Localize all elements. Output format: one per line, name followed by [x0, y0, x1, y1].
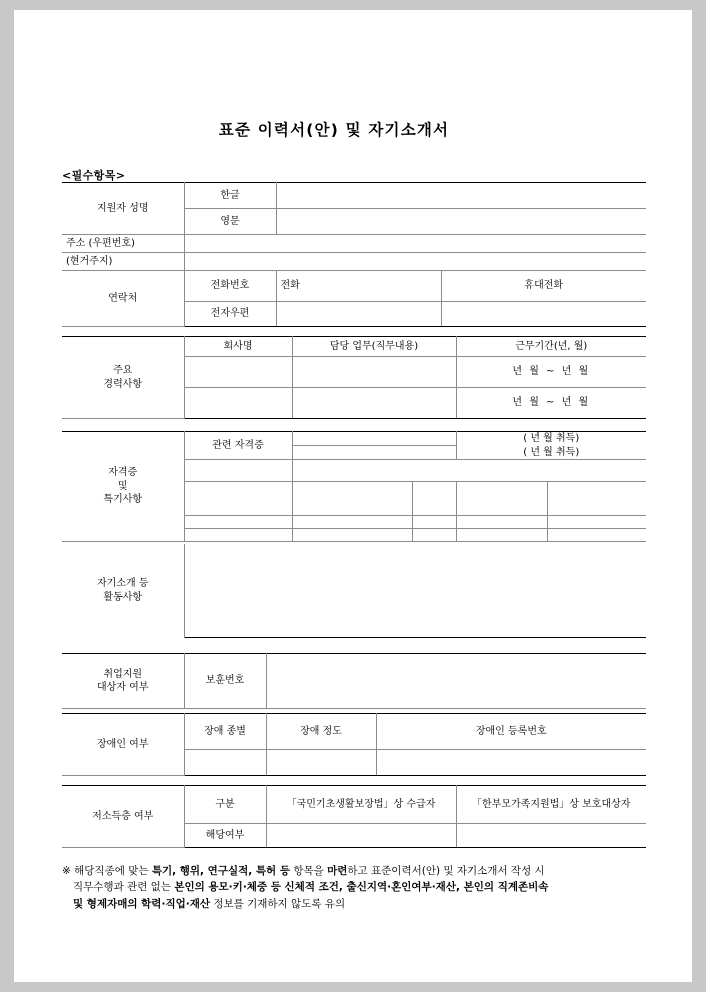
employment-support-table: [62, 653, 646, 709]
footnote-3b: 정보를 기재하지 않도록 유의: [210, 897, 346, 910]
career-label: [62, 337, 184, 419]
specialty-cell[interactable]: [547, 516, 646, 529]
self-introduction-table: [62, 544, 646, 638]
footnote-1a: ※ 해당직종에 맞는: [62, 865, 152, 877]
specialty-cell[interactable]: [184, 482, 292, 516]
specialty-cell[interactable]: [456, 516, 547, 529]
career-period-input[interactable]: 년 월 ~ 년 월: [456, 388, 646, 419]
career-period-input[interactable]: 년 월 ~ 년 월: [456, 357, 646, 388]
certificate-name-input[interactable]: [292, 432, 456, 446]
employment-support-label-line1: 취업지원: [103, 668, 143, 680]
specialty-cell[interactable]: [547, 529, 646, 542]
certificates-label-line2: 및: [117, 480, 128, 492]
footnote-1d: 마련: [327, 865, 348, 877]
certificate-extra-cell[interactable]: [292, 460, 646, 482]
low-income-label: 저소득층 여부: [62, 786, 184, 848]
phone-home-label: 전화: [276, 271, 441, 302]
disability-type-label: 장애 종별: [184, 714, 266, 750]
footnote-line-2: [62, 879, 662, 895]
address-sub-label: (현거주지): [62, 253, 184, 271]
address-label: 주소 (우편번호): [62, 235, 184, 253]
certificates-label-line1: 자격증: [108, 467, 138, 479]
address-sub-input[interactable]: [184, 253, 646, 271]
contact-label: 연락처: [62, 271, 184, 327]
low-income-table: [62, 785, 646, 848]
career-duty-input[interactable]: [292, 388, 456, 419]
self-introduction-input[interactable]: [184, 544, 646, 637]
specialty-cell[interactable]: [412, 529, 456, 542]
address-input[interactable]: [184, 235, 646, 253]
certificates-label-line3: 특기사항: [103, 494, 143, 506]
footnote-1c: 항목을: [289, 865, 328, 877]
specialty-cell[interactable]: [184, 516, 292, 529]
footnote-line-1: [62, 863, 662, 879]
specialty-cell[interactable]: [456, 529, 547, 542]
name-english-input[interactable]: [276, 209, 646, 235]
footnote-1b: 특기, 행위, 연구실적, 특허 등: [151, 865, 290, 877]
disability-label: 장애인 여부: [62, 714, 184, 776]
page-title: 표준 이력서(안) 및 자기소개서: [218, 121, 450, 139]
basic-living-law-label: 「국민기초생활보장법」상 수급자: [266, 786, 456, 824]
career-table: [62, 336, 646, 419]
footnote-2b: 본인의 용모·키·체중 등 신체적 조건, 출신지역·혼인여부·재산, 본인의 직계존비속: [174, 881, 549, 894]
specialty-cell[interactable]: [547, 482, 646, 516]
career-col-company: 회사명: [184, 337, 292, 357]
applicant-name-label: 지원자 성명: [62, 183, 184, 235]
specialty-cell[interactable]: [412, 482, 456, 516]
career-company-input[interactable]: [184, 357, 292, 388]
email-label: 전자우편: [184, 302, 276, 327]
disability-regnum-label: 장애인 등록번호: [376, 714, 646, 750]
related-certificate-label: 관련 자격증: [184, 432, 292, 460]
certificate-acquired-input[interactable]: ( 년 월 취득): [456, 432, 646, 446]
name-english-label: 영문: [184, 209, 276, 235]
basic-living-input[interactable]: [266, 824, 456, 848]
specialty-cell[interactable]: [292, 516, 412, 529]
career-label-line2: 경력사항: [103, 378, 143, 390]
self-introduction-label-line1: 자기소개 등: [97, 578, 149, 589]
certificate-name-input[interactable]: [292, 446, 456, 460]
footnote: [62, 863, 662, 912]
disability-regnum-input[interactable]: [376, 750, 646, 776]
certificate-extra-cell[interactable]: [184, 460, 292, 482]
footnote-line-3: [62, 896, 662, 912]
employment-support-label-line2: 대상자 여부: [97, 682, 149, 693]
career-company-input[interactable]: [184, 388, 292, 419]
phone-mobile-label: 휴대전화: [441, 271, 646, 302]
applicable-label: 해당여부: [184, 824, 266, 848]
veteran-number-input[interactable]: [266, 654, 646, 709]
document-page: [14, 10, 692, 982]
career-duty-input[interactable]: [292, 357, 456, 388]
required-items-label: <필수항목>: [62, 169, 126, 182]
name-korean-label: 한글: [184, 183, 276, 209]
footnote-3a: 및 형제자매의 학력·직업·재산: [73, 897, 211, 910]
phone-mobile-input[interactable]: [441, 302, 646, 327]
phone-number-label: 전화번호: [184, 271, 276, 302]
name-korean-input[interactable]: [276, 183, 646, 209]
career-col-duty: 담당 업무(직무내용): [292, 337, 456, 357]
specialty-cell[interactable]: [412, 516, 456, 529]
disability-degree-input[interactable]: [266, 750, 376, 776]
employment-support-label: [62, 654, 184, 709]
single-parent-law-label: 「한부모가족지원법」상 보호대상자: [456, 786, 646, 824]
disability-degree-label: 장애 정도: [266, 714, 376, 750]
self-introduction-label-line2: 활동사항: [103, 591, 143, 603]
self-introduction-label: [62, 544, 184, 637]
career-col-period: 근무기간(년, 월): [456, 337, 646, 357]
footnote-2a: 직무수행과 관련 없는: [73, 881, 175, 894]
disability-type-input[interactable]: [184, 750, 266, 776]
certificates-label: [62, 432, 184, 542]
low-income-division-label: 구분: [184, 786, 266, 824]
career-label-line1: 주요: [113, 365, 133, 376]
specialty-cell[interactable]: [292, 529, 412, 542]
email-input[interactable]: [276, 302, 441, 327]
single-parent-input[interactable]: [456, 824, 646, 848]
specialty-cell[interactable]: [456, 482, 547, 516]
specialty-cell[interactable]: [292, 482, 412, 516]
certificates-table: [62, 431, 646, 542]
footnote-1e: 하고 표준이력서(안) 및 자기소개서 작성 시: [347, 865, 545, 877]
applicant-info-table: [62, 182, 646, 327]
certificate-acquired-input[interactable]: ( 년 월 취득): [456, 446, 646, 460]
veteran-number-label: 보훈번호: [184, 654, 266, 709]
specialty-cell[interactable]: [184, 529, 292, 542]
disability-table: [62, 713, 646, 776]
